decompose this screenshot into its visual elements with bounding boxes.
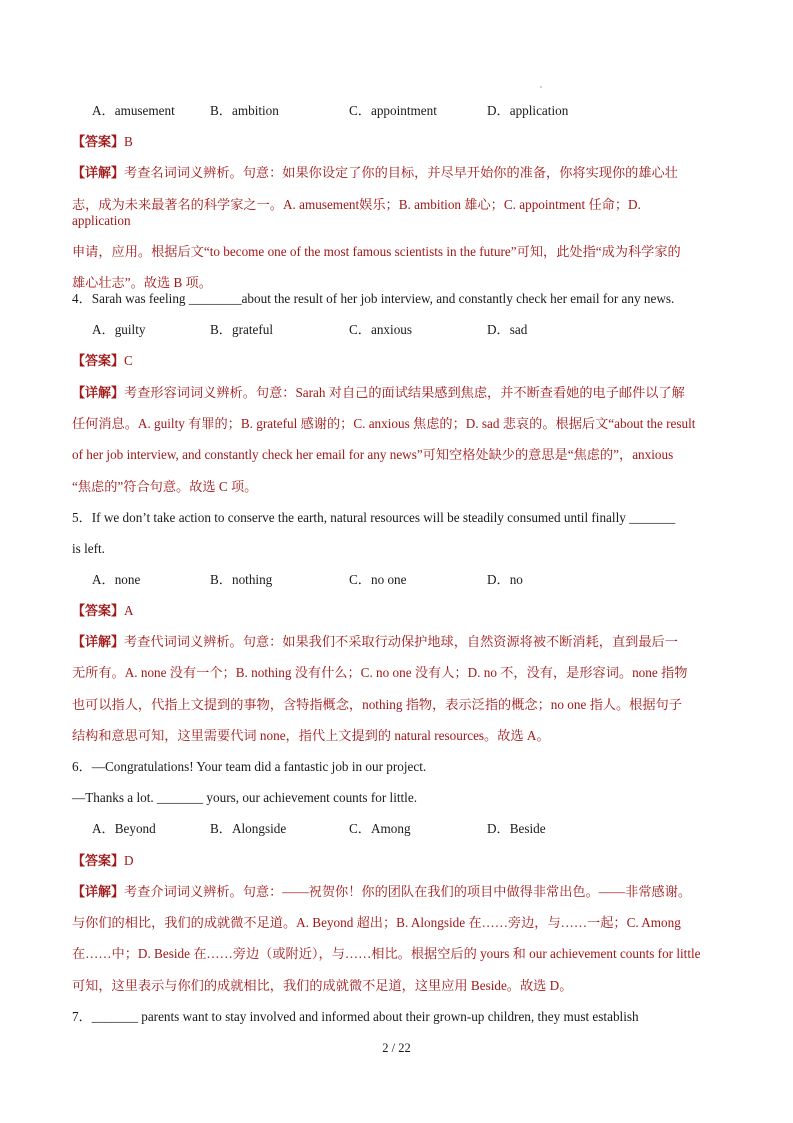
q6-option-d: D．Beside [487,821,546,836]
q5-option-b: B．nothing [210,572,273,587]
q3-answer [72,133,133,152]
q6-question-line-2: —Thanks a lot. _______ yours, our achievement counts for little. [72,790,417,805]
q4-option-b: B．grateful [210,322,273,337]
q7-question: 7．_______ parents want to stay involved and informed about their grown-up children, they must establish [72,1009,639,1024]
answer-tag: 【答案】 [72,854,125,869]
q5-question-line-1: 5．If we don’t take action to conserve the earth, natural resources will be steadily consumed until finally _______ [72,510,676,525]
q5-detail-line-3: 也可以指人，代指上文提到的事物，含特指概念，nothing 指物，表示泛指的概念；no one 指人。根据句子 [72,697,682,712]
q4-detail-line-4: “焦虑的”符合句意。故选 C 项。 [72,479,258,494]
q3-detail-line-4: 申请，应用。根据后文“to become one of the most famous scientists in the future”可知，此处指“成为科学家的 [72,244,681,259]
scan-speck [540,86,542,88]
q3-detail-line-5: 雄心壮志”。故选 B 项。 [72,275,212,290]
q4-answer [72,352,133,371]
q3-detail-line-3: application [72,213,131,228]
q4-option-d: D．sad [487,322,528,337]
q5-question-line-2: is left. [72,541,105,556]
q3-detail-line-1: 【详解】考查名词词义辨析。句意：如果你设定了你的目标，并尽早开始你的准备，你将实现你的雄心壮 [72,165,678,181]
q5-answer [72,602,134,621]
q5-detail-line-4: 结构和意思可知，这里需要代词 none，指代上文提到的 natural resources。故选 A。 [72,728,550,743]
answer-tag: 【答案】 [72,135,125,150]
q5-detail-line-1: 【详解】考查代词词义辨析。句意：如果我们不采取行动保护地球，自然资源将被不断消耗，直到最后一 [72,634,678,650]
q6-detail-line-3: 在……中；D. Beside 在……旁边（或附近），与……相比。根据空后的 yours 和 our achievement counts for little [72,946,701,961]
q4-option-a: A．guilty [92,322,146,337]
detail-tag: 【详解】 [72,635,125,650]
q4-detail-line-1: 【详解】考查形容词词义辨析。句意：Sarah 对自己的面试结果感到焦虑，并不断查看她的电子邮件以了解 [72,385,685,401]
q3-option-d: D．application [487,103,569,118]
detail-tag: 【详解】 [72,386,125,401]
detail-tag: 【详解】 [72,166,125,181]
answer-tag: 【答案】 [72,354,125,369]
q6-option-a: A．Beyond [92,821,156,836]
q5-detail-line-2: 无所有。A. none 没有一个；B. nothing 没有什么；C. no one 没有人；D. no 不，没有，是形容词。none 指物 [72,665,688,680]
q5-option-a: A．none [92,572,141,587]
q4-question: 4．Sarah was feeling ________about the result of her job interview, and constantly check her email for any news. [72,291,675,306]
q4-detail-line-3: of her job interview, and constantly check her email for any news”可知空格处缺少的意思是“焦虑的”，anxious [72,447,674,462]
q4-detail-line-2: 任何消息。A. guilty 有罪的；B. grateful 感谢的；C. anxious 焦虑的；D. sad 悲哀的。根据后文“about the result [72,416,696,431]
answer-value: B [124,134,133,149]
q3-detail-line-2: 志，成为未来最著名的科学家之一。A. amusement娱乐；B. ambition 雄心；C. appointment 任命；D. [72,197,641,212]
q4-option-c: C．anxious [349,322,413,337]
q3-option-b: B．ambition [210,103,279,118]
q6-option-c: C．Among [349,821,411,836]
q6-answer [72,852,134,871]
answer-value: D [124,853,134,868]
q6-question-line-1: 6．—Congratulations! Your team did a fantastic job in our project. [72,759,427,774]
answer-value: A [124,603,134,618]
q6-detail-line-4: 可知，这里表示与你们的成就相比，我们的成就微不足道，这里应用 Beside。故选 D。 [72,978,573,993]
q6-detail-line-2: 与你们的相比，我们的成就微不足道。A. Beyond 超出；B. Alongside 在……旁边，与……一起；C. Among [72,915,681,930]
page-number: 2 / 22 [382,1041,411,1055]
detail-tag: 【详解】 [72,885,125,900]
q3-option-c: C．appointment [349,103,437,118]
q3-option-a: A．amusement [92,103,175,118]
q5-option-d: D．no [487,572,523,587]
q5-option-c: C．no one [349,572,407,587]
answer-value: C [124,353,133,368]
q6-detail-line-1: 【详解】考查介词词义辨析。句意：——祝贺你！你的团队在我们的项目中做得非常出色。——非常感谢。 [72,884,692,900]
q6-option-b: B．Alongside [210,821,287,836]
answer-tag: 【答案】 [72,604,125,619]
